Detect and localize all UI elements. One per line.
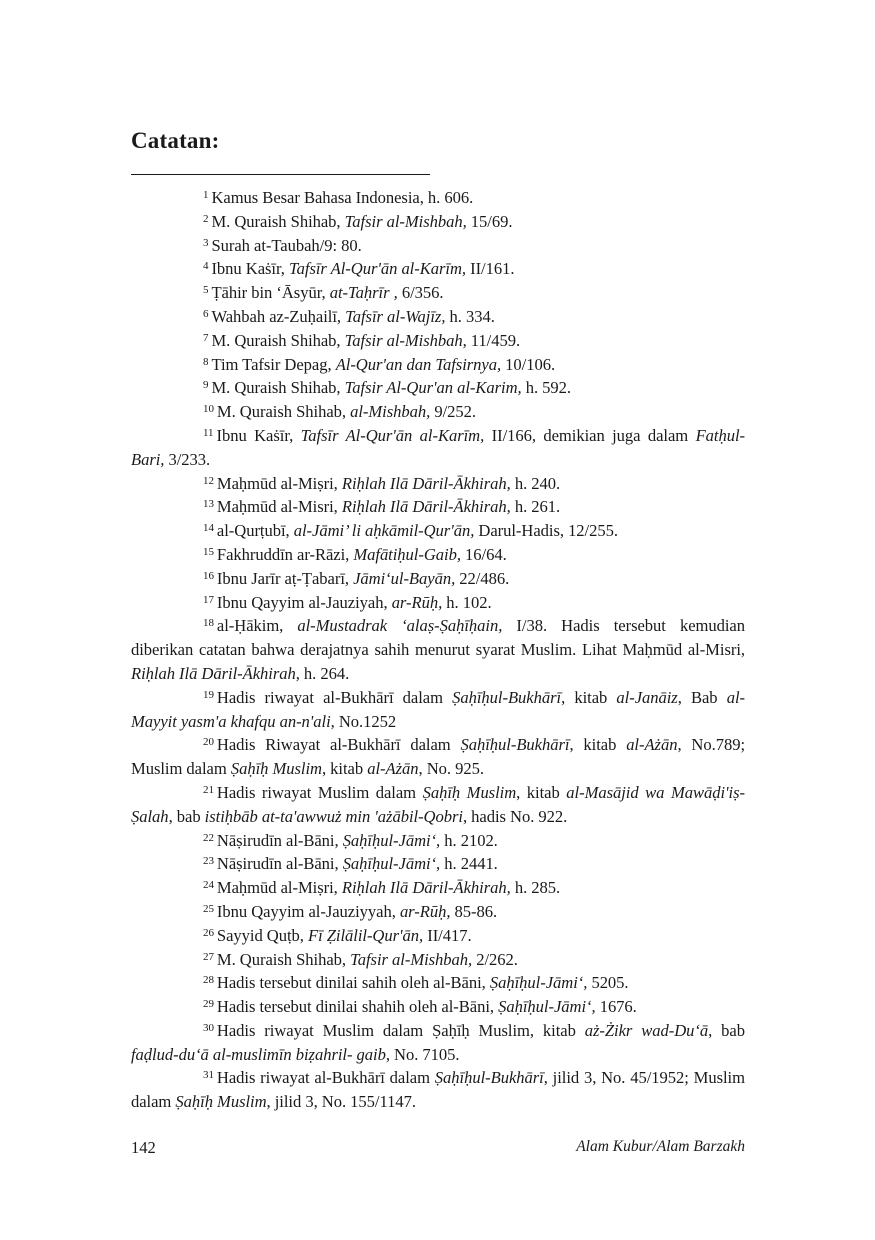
- footnote-23: [131, 852, 745, 876]
- footnote-number: 27: [203, 950, 214, 963]
- footnote-italic-title: Tafsīr Al-Qur'ān al-Karīm,: [300, 425, 485, 445]
- footnote-13: [131, 495, 745, 519]
- footnote-text: Hadis tersebut dinilai shahih oleh al-Bāni,: [216, 997, 499, 1017]
- footnote-number: 15: [203, 545, 214, 558]
- footnote-16: [131, 567, 745, 591]
- footnote-6: [131, 305, 745, 329]
- footnote-text: 6/356.: [397, 283, 444, 303]
- footnote-text: 2/262.: [472, 949, 518, 969]
- footnote-20: [131, 733, 745, 781]
- footnote-1: [131, 186, 745, 210]
- footnote-text: h. 240.: [510, 473, 561, 493]
- footnote-number: 19: [203, 688, 214, 701]
- footnote-text: M. Quraish Shihab,: [211, 378, 345, 398]
- footnote-number: 25: [203, 902, 214, 915]
- footnote-text: 1676.: [595, 997, 637, 1017]
- footnote-text: al-Ḥākim,: [216, 616, 298, 636]
- footnote-number: 26: [203, 926, 214, 939]
- footnote-text: Ibnu Qayyim al-Jauziyyah,: [216, 901, 400, 921]
- footnote-text: , No. 7105.: [385, 1044, 460, 1064]
- footnote-italic-title: faḍlud-du‘ā al-muslimīn biẓahril- gaib: [131, 1044, 386, 1064]
- footnote-text: 22/486.: [455, 568, 510, 588]
- footnote-text: II/161.: [466, 259, 515, 279]
- footnote-number: 7: [203, 331, 209, 344]
- footnote-italic-title: al-Jāmi’ li aḥkāmil-Qur'ān,: [293, 521, 475, 541]
- footnote-text: Hadis tersebut dinilai sahih oleh al-Bāni,: [216, 973, 490, 993]
- footnote-text: Tim Tafsir Depag,: [211, 354, 336, 374]
- footnote-italic-title: al-Mustadrak ‘alaṣ-Ṣaḥīḥain,: [297, 616, 503, 636]
- footnote-12: [131, 472, 745, 496]
- footnote-italic-title: al-Masājid wa Mawāḍi'iṣ-Ṣalah: [131, 782, 745, 826]
- footnote-text: Fakhruddīn ar-Rāzi,: [216, 544, 354, 564]
- footnote-italic-title: Ṣaḥīḥul-Bukhārī: [452, 687, 562, 707]
- footnote-divider: [131, 174, 430, 175]
- footnote-text: Hadis riwayat Muslim dalam Ṣaḥīḥ Muslim, kitab: [216, 1020, 585, 1040]
- footnote-text: Hadis Riwayat al-Bukhārī dalam: [216, 735, 461, 755]
- footnote-italic-title: ar-Rūḥ,: [391, 592, 443, 612]
- footnote-italic-title: al-Ażān: [367, 759, 419, 779]
- footnote-11: [131, 424, 745, 472]
- page-heading: Catatan:: [131, 128, 220, 153]
- footnote-text: , hadis No. 922.: [462, 806, 568, 826]
- footnote-number: 31: [203, 1069, 214, 1082]
- footnote-28: [131, 971, 745, 995]
- footnote-text: 9/252.: [430, 402, 476, 422]
- footnote-italic-title: Riḥlah Ilā Dāril-Ākhirah,: [341, 473, 511, 493]
- footnote-italic-title: al-Ażān: [626, 735, 678, 755]
- footnote-14: [131, 519, 745, 543]
- footnote-italic-title: Ṣaḥīḥul-Bukhārī: [460, 735, 570, 755]
- footnote-text: h. 285.: [510, 878, 561, 898]
- footnote-italic-title: Riḥlah Ilā Dāril-Ākhirah,: [341, 497, 511, 517]
- footnote-27: [131, 948, 745, 972]
- footnote-text: M. Quraish Shihab,: [211, 330, 345, 350]
- footnote-italic-title: Ṣaḥīḥ Muslim: [230, 759, 322, 779]
- footnote-text: , No.789; Muslim dalam: [131, 735, 745, 779]
- footnote-text: , bab: [708, 1020, 745, 1040]
- footnote-text: , kitab: [516, 782, 567, 802]
- footnote-text: M. Quraish Shihab,: [216, 402, 351, 422]
- footnote-2: [131, 210, 745, 234]
- footnote-number: 10: [203, 403, 214, 416]
- footnote-number: 13: [203, 498, 214, 511]
- footnote-italic-title: Ṣaḥīḥul-Jāmi‘,: [342, 830, 441, 850]
- footnotes-list: [131, 186, 745, 1114]
- footnote-italic-title: Tafsir Al-Qur'an al-Karim,: [344, 378, 522, 398]
- footnote-text: , jilid 3, No. 155/1147.: [266, 1092, 416, 1112]
- footnote-text: h. 261.: [510, 497, 561, 517]
- footnote-text: Sayyid Quṭb,: [216, 925, 308, 945]
- footnote-text: , bab: [168, 806, 205, 826]
- footnote-number: 20: [203, 736, 214, 749]
- footnote-text: Maḥmūd al-Miṣri,: [216, 473, 342, 493]
- footnote-3: [131, 234, 745, 258]
- footnote-17: [131, 591, 745, 615]
- footnote-italic-title: Ṣaḥīḥul-Bukhārī: [434, 1068, 544, 1088]
- footnote-text: Ibnu Qayyim al-Jauziyah,: [216, 592, 392, 612]
- footnote-10: [131, 400, 745, 424]
- footnote-text: 10/106.: [501, 354, 556, 374]
- footnote-italic-title: Riḥlah Ilā Dāril-Ākhirah,: [341, 878, 511, 898]
- footnote-text: M. Quraish Shihab,: [211, 211, 345, 231]
- footnote-25: [131, 900, 745, 924]
- footnote-19: [131, 686, 745, 734]
- footnote-italic-title: Riḥlah Ilā Dāril-Ākhirah,: [131, 663, 300, 683]
- footnote-text: , No.1252: [330, 711, 397, 731]
- footnote-text: 85-86.: [450, 901, 498, 921]
- footnote-text: Ibnu Jarīr aṭ-Ṭabarī,: [216, 568, 354, 588]
- footnote-text: Darul-Hadis, 12/255.: [474, 521, 618, 541]
- footnote-text: 16/64.: [460, 544, 507, 564]
- footnote-text: , No. 925.: [418, 759, 484, 779]
- footnote-text: Hadis riwayat Muslim dalam: [216, 782, 423, 802]
- footnote-number: 3: [203, 236, 209, 249]
- footnote-text: Maḥmūd al-Miṣri,: [216, 878, 342, 898]
- footnote-number: 18: [203, 617, 214, 630]
- footnote-7: [131, 329, 745, 353]
- footnote-5: [131, 281, 745, 305]
- footnote-italic-title: aż-Żikr wad-Du‘ā: [584, 1020, 709, 1040]
- footnote-text: Ṭāhir bin ‘Āsyūr,: [211, 283, 330, 303]
- footnote-text: , kitab: [321, 759, 368, 779]
- footnote-italic-title: ar-Rūḥ,: [399, 901, 451, 921]
- footnote-italic-title: Tafsīr al-Wajīz,: [345, 306, 446, 326]
- footnote-text: h. 334.: [445, 306, 495, 326]
- footnote-italic-title: Fatḥul-Bari,: [131, 425, 745, 469]
- footnote-text: 5205.: [587, 973, 629, 993]
- footnote-italic-title: Ṣaḥīḥul-Jāmi‘,: [342, 854, 441, 874]
- footnote-text: 3/233.: [164, 449, 211, 469]
- footnote-22: [131, 829, 745, 853]
- footnote-text: II/417.: [423, 925, 472, 945]
- footnote-number: 5: [203, 284, 209, 297]
- footnote-number: 17: [203, 593, 214, 606]
- footnote-31: [131, 1066, 745, 1114]
- footnote-italic-title: Jāmi‘ul-Bayān,: [353, 568, 456, 588]
- footnote-number: 14: [203, 522, 214, 535]
- page-number: 142: [131, 1138, 156, 1157]
- footnote-number: 6: [203, 307, 209, 320]
- footnote-number: 24: [203, 879, 214, 892]
- footnote-italic-title: Tafsīr Al-Qur'ān al-Karīm,: [289, 259, 466, 279]
- footnote-text: Ibnu Kaṡīr,: [211, 259, 289, 279]
- footnote-number: 2: [203, 212, 209, 225]
- footnote-italic-title: Tafsir al-Mishbah,: [344, 330, 467, 350]
- footnote-italic-title: Tafsir al-Mishbah,: [344, 211, 467, 231]
- footnote-number: 1: [203, 189, 209, 201]
- footnote-text: Wahbah az-Zuḥailī,: [211, 306, 346, 326]
- footnote-29: [131, 995, 745, 1019]
- footnote-italic-title: Mafātiḥul-Gaib,: [353, 544, 461, 564]
- page-footer: [131, 1138, 745, 1158]
- footnote-21: [131, 781, 745, 829]
- footnote-text: h. 102.: [442, 592, 492, 612]
- footnote-text: I/38. Hadis tersebut kemudian diberikan catatan bahwa derajatnya sahih menurut syarat Muslim. Lihat Maḥmūd al-Misri,: [131, 616, 745, 660]
- footnote-9: [131, 376, 745, 400]
- footnote-number: 11: [203, 426, 214, 439]
- footnote-text: Hadis riwayat al-Bukhārī dalam: [216, 687, 453, 707]
- footnote-15: [131, 543, 745, 567]
- footnote-text: Nāṣirudīn al-Bāni,: [216, 854, 343, 874]
- footnote-number: 16: [203, 569, 214, 582]
- footnote-text: M. Quraish Shihab,: [216, 949, 351, 969]
- footnote-text: h. 2441.: [440, 854, 498, 874]
- footnote-italic-title: al-Janāiz: [616, 687, 678, 707]
- footnote-number: 9: [203, 379, 209, 392]
- footnote-text: , Bab: [677, 687, 727, 707]
- footnote-text: Ibnu Kaṡīr,: [216, 425, 301, 445]
- footnote-italic-title: at-Taḥrīr ,: [329, 283, 398, 303]
- footnote-26: [131, 924, 745, 948]
- footnote-4: [131, 257, 745, 281]
- footnote-text: Maḥmūd al-Misri,: [216, 497, 342, 517]
- footnote-italic-title: Fī Ẓilālil-Qur'ān,: [307, 925, 424, 945]
- footnote-italic-title: Ṣaḥīḥ Muslim: [422, 782, 517, 802]
- footnote-text: Hadis riwayat al-Bukhārī dalam: [216, 1068, 435, 1088]
- footnote-italic-title: al-Mayyit yasm'a khafqu an-n'ali: [131, 687, 745, 731]
- footnote-number: 28: [203, 974, 214, 987]
- footnote-italic-title: Ṣaḥīḥul-Jāmi‘,: [498, 997, 596, 1017]
- footnote-number: 12: [203, 474, 214, 487]
- footnote-number: 8: [203, 355, 209, 368]
- footnote-italic-title: Ṣaḥīḥul-Jāmi‘,: [489, 973, 588, 993]
- footnote-italic-title: istiḥbāb at-ta'awwuż min 'ażābil-Qobri: [204, 806, 463, 826]
- footnote-italic-title: Al-Qur'an dan Tafsirnya,: [335, 354, 502, 374]
- footnote-number: 21: [203, 783, 214, 796]
- footnote-italic-title: Tafsir al-Mishbah,: [350, 949, 473, 969]
- footnote-italic-title: Ṣaḥīḥ Muslim: [175, 1092, 267, 1112]
- footnote-text: h. 2102.: [440, 830, 498, 850]
- footnote-text: , kitab: [569, 735, 627, 755]
- footnote-text: h. 264.: [299, 663, 350, 683]
- footnote-text: , jilid 3, No. 45/1952; Muslim dalam: [131, 1068, 745, 1112]
- footnote-italic-title: al-Mishbah,: [350, 402, 431, 422]
- footnote-number: 4: [203, 260, 209, 273]
- footnote-number: 22: [203, 831, 214, 844]
- footnote-text: al-Qurṭubī,: [216, 521, 294, 541]
- footnote-text: Nāṣirudīn al-Bāni,: [216, 830, 343, 850]
- footnote-text: 11/459.: [466, 330, 521, 350]
- footnote-number: 30: [203, 1021, 214, 1034]
- footnote-number: 29: [203, 998, 214, 1011]
- footnote-24: [131, 876, 745, 900]
- footnote-number: 23: [203, 855, 214, 868]
- footnote-text: Surah at-Taubah/9: 80.: [211, 235, 362, 255]
- footnote-8: [131, 353, 745, 377]
- footnote-text: h. 592.: [521, 378, 572, 398]
- footnote-18: [131, 614, 745, 685]
- footnote-text: Kamus Besar Bahasa Indonesia, h. 606.: [211, 188, 474, 207]
- footnote-text: 15/69.: [466, 211, 513, 231]
- footnote-text: II/166, demikian juga dalam: [484, 425, 696, 445]
- footnote-30: [131, 1019, 745, 1067]
- footnote-text: , kitab: [561, 687, 617, 707]
- running-title: Alam Kubur/Alam Barzakh: [576, 1138, 745, 1155]
